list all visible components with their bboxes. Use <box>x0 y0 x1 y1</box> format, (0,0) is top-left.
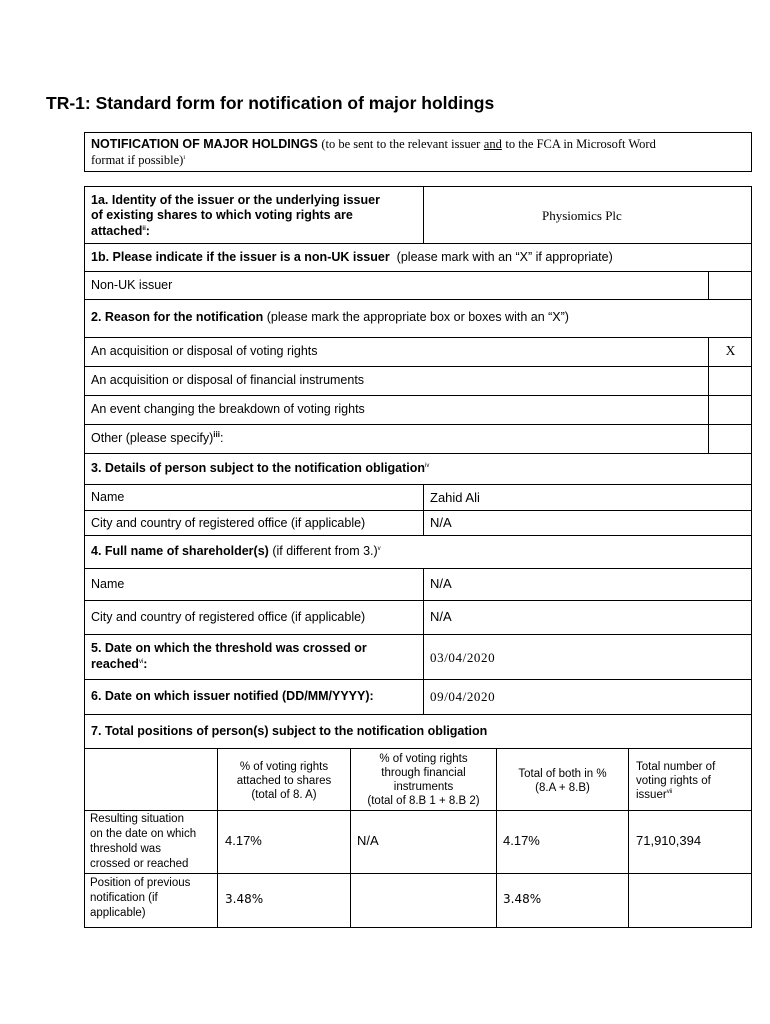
s7-row-0-col2: N/A <box>357 833 379 848</box>
issuer-notified-date-value: 09/04/2020 <box>430 689 496 704</box>
s7-header-col3: Total of both in % (8.A + 8.B) <box>518 768 607 794</box>
s1a-colon: : <box>145 224 150 238</box>
s5-note: vi <box>138 658 144 665</box>
s1b-hint: (please mark with an “X” if appropriate) <box>396 250 613 264</box>
reason-row-mark-0[interactable]: X <box>725 343 736 358</box>
s3-heading-row <box>91 461 429 476</box>
s7-row-label-0: Resulting situation on the date on which threshold was crossed or reached <box>90 813 197 870</box>
s7-row-label-1: Position of previous notification (if applicable) <box>90 877 191 919</box>
s4-name-label: Name <box>91 577 125 591</box>
s2-heading-row <box>91 310 569 325</box>
s3-name-value: Zahid Ali <box>430 490 480 505</box>
s3-city-value: N/A <box>430 515 452 530</box>
intro-note: i <box>183 154 186 161</box>
s4-hint: (if different from 3.) <box>272 544 378 558</box>
s5-label-line-2 <box>91 657 147 672</box>
intro-heading: NOTIFICATION OF MAJOR HOLDINGS <box>91 137 318 151</box>
intro-text-1: (to be sent to the relevant issuer <box>321 137 481 151</box>
form-title: TR-1: Standard form for notification of major holdings <box>46 93 495 113</box>
s7-row-1-col3: 3.48% <box>503 892 542 906</box>
s7-header-col1: % of voting rights attached to shares (total of 8. A) <box>236 761 332 801</box>
s7-heading: 7. Total positions of person(s) subject to the notification obligation <box>91 724 488 738</box>
s7-row-1-col1: 3.48% <box>225 892 264 906</box>
s3-note: iv <box>425 462 430 469</box>
reason-other-colon: : <box>219 431 224 445</box>
intro-text-3: format if possible) <box>91 153 184 167</box>
s1a-label-line-1: 1a. Identity of the issuer or the underlying issuer <box>91 193 380 207</box>
s3-name-label: Name <box>91 490 125 504</box>
s1b-heading: 1b. Please indicate if the issuer is a non-UK issuer <box>91 250 390 264</box>
s5-label-reached: reached <box>91 657 139 671</box>
s4-heading: 4. Full name of shareholder(s) <box>91 544 269 558</box>
reason-row-label-0: An acquisition or disposal of voting rights <box>91 344 318 358</box>
s5-label-line-1: 5. Date on which the threshold was crossed or <box>91 641 367 655</box>
s4-heading-row <box>91 544 381 559</box>
issuer-name-value: Physiomics Plc <box>542 208 622 223</box>
intro-line-2 <box>91 153 185 168</box>
s2-hint: (please mark the appropriate box or boxes with an “X”) <box>266 310 569 324</box>
s7-row-0-col1: 4.17% <box>225 833 262 848</box>
s6-label: 6. Date on which issuer notified (DD/MM/YYYY): <box>91 689 374 703</box>
s1a-note: ii <box>142 225 146 232</box>
s4-name-value: N/A <box>430 576 452 591</box>
reason-other-note: iii <box>213 429 220 439</box>
reason-other-label: Other (please specify) <box>91 431 214 445</box>
intro-text-2: to the FCA in Microsoft Word <box>505 137 656 151</box>
s4-note: v <box>377 545 381 552</box>
s1a-label-attached: attached <box>91 224 143 238</box>
s3-heading: 3. Details of person subject to the notification obligation <box>91 461 426 475</box>
intro-and: and <box>483 137 502 151</box>
threshold-date-value: 03/04/2020 <box>430 650 496 665</box>
s1a-label-line-2: of existing shares to which voting rights are <box>91 208 353 222</box>
s2-heading: 2. Reason for the notification <box>91 310 264 324</box>
intro-line-1 <box>91 137 656 152</box>
s7-header-col4: Total number of voting rights of issuer$^{vii}$ <box>636 761 716 801</box>
s1a-label-line-3 <box>91 224 150 239</box>
s7-row-0-col4: 71,910,394 <box>636 833 702 848</box>
s7-header-col4-note: vii <box>666 789 673 796</box>
non-uk-issuer-label: Non-UK issuer <box>91 278 173 292</box>
reason-row-label-1: An acquisition or disposal of financial instruments <box>91 373 365 387</box>
s5-colon: : <box>143 657 148 671</box>
s4-city-label: City and country of registered office (if applicable) <box>91 610 366 624</box>
s1b-heading-row <box>91 250 613 265</box>
s7-header-col2: % of voting rights through financial instruments (total of 8.B 1 + 8.B 2) <box>367 753 480 807</box>
s4-city-value: N/A <box>430 609 452 624</box>
s3-city-label: City and country of registered office (if applicable) <box>91 516 366 530</box>
reason-row-label-2: An event changing the breakdown of voting rights <box>91 402 365 416</box>
s7-row-0-col3: 4.17% <box>503 833 540 848</box>
reason-row-label-3 <box>91 431 223 446</box>
